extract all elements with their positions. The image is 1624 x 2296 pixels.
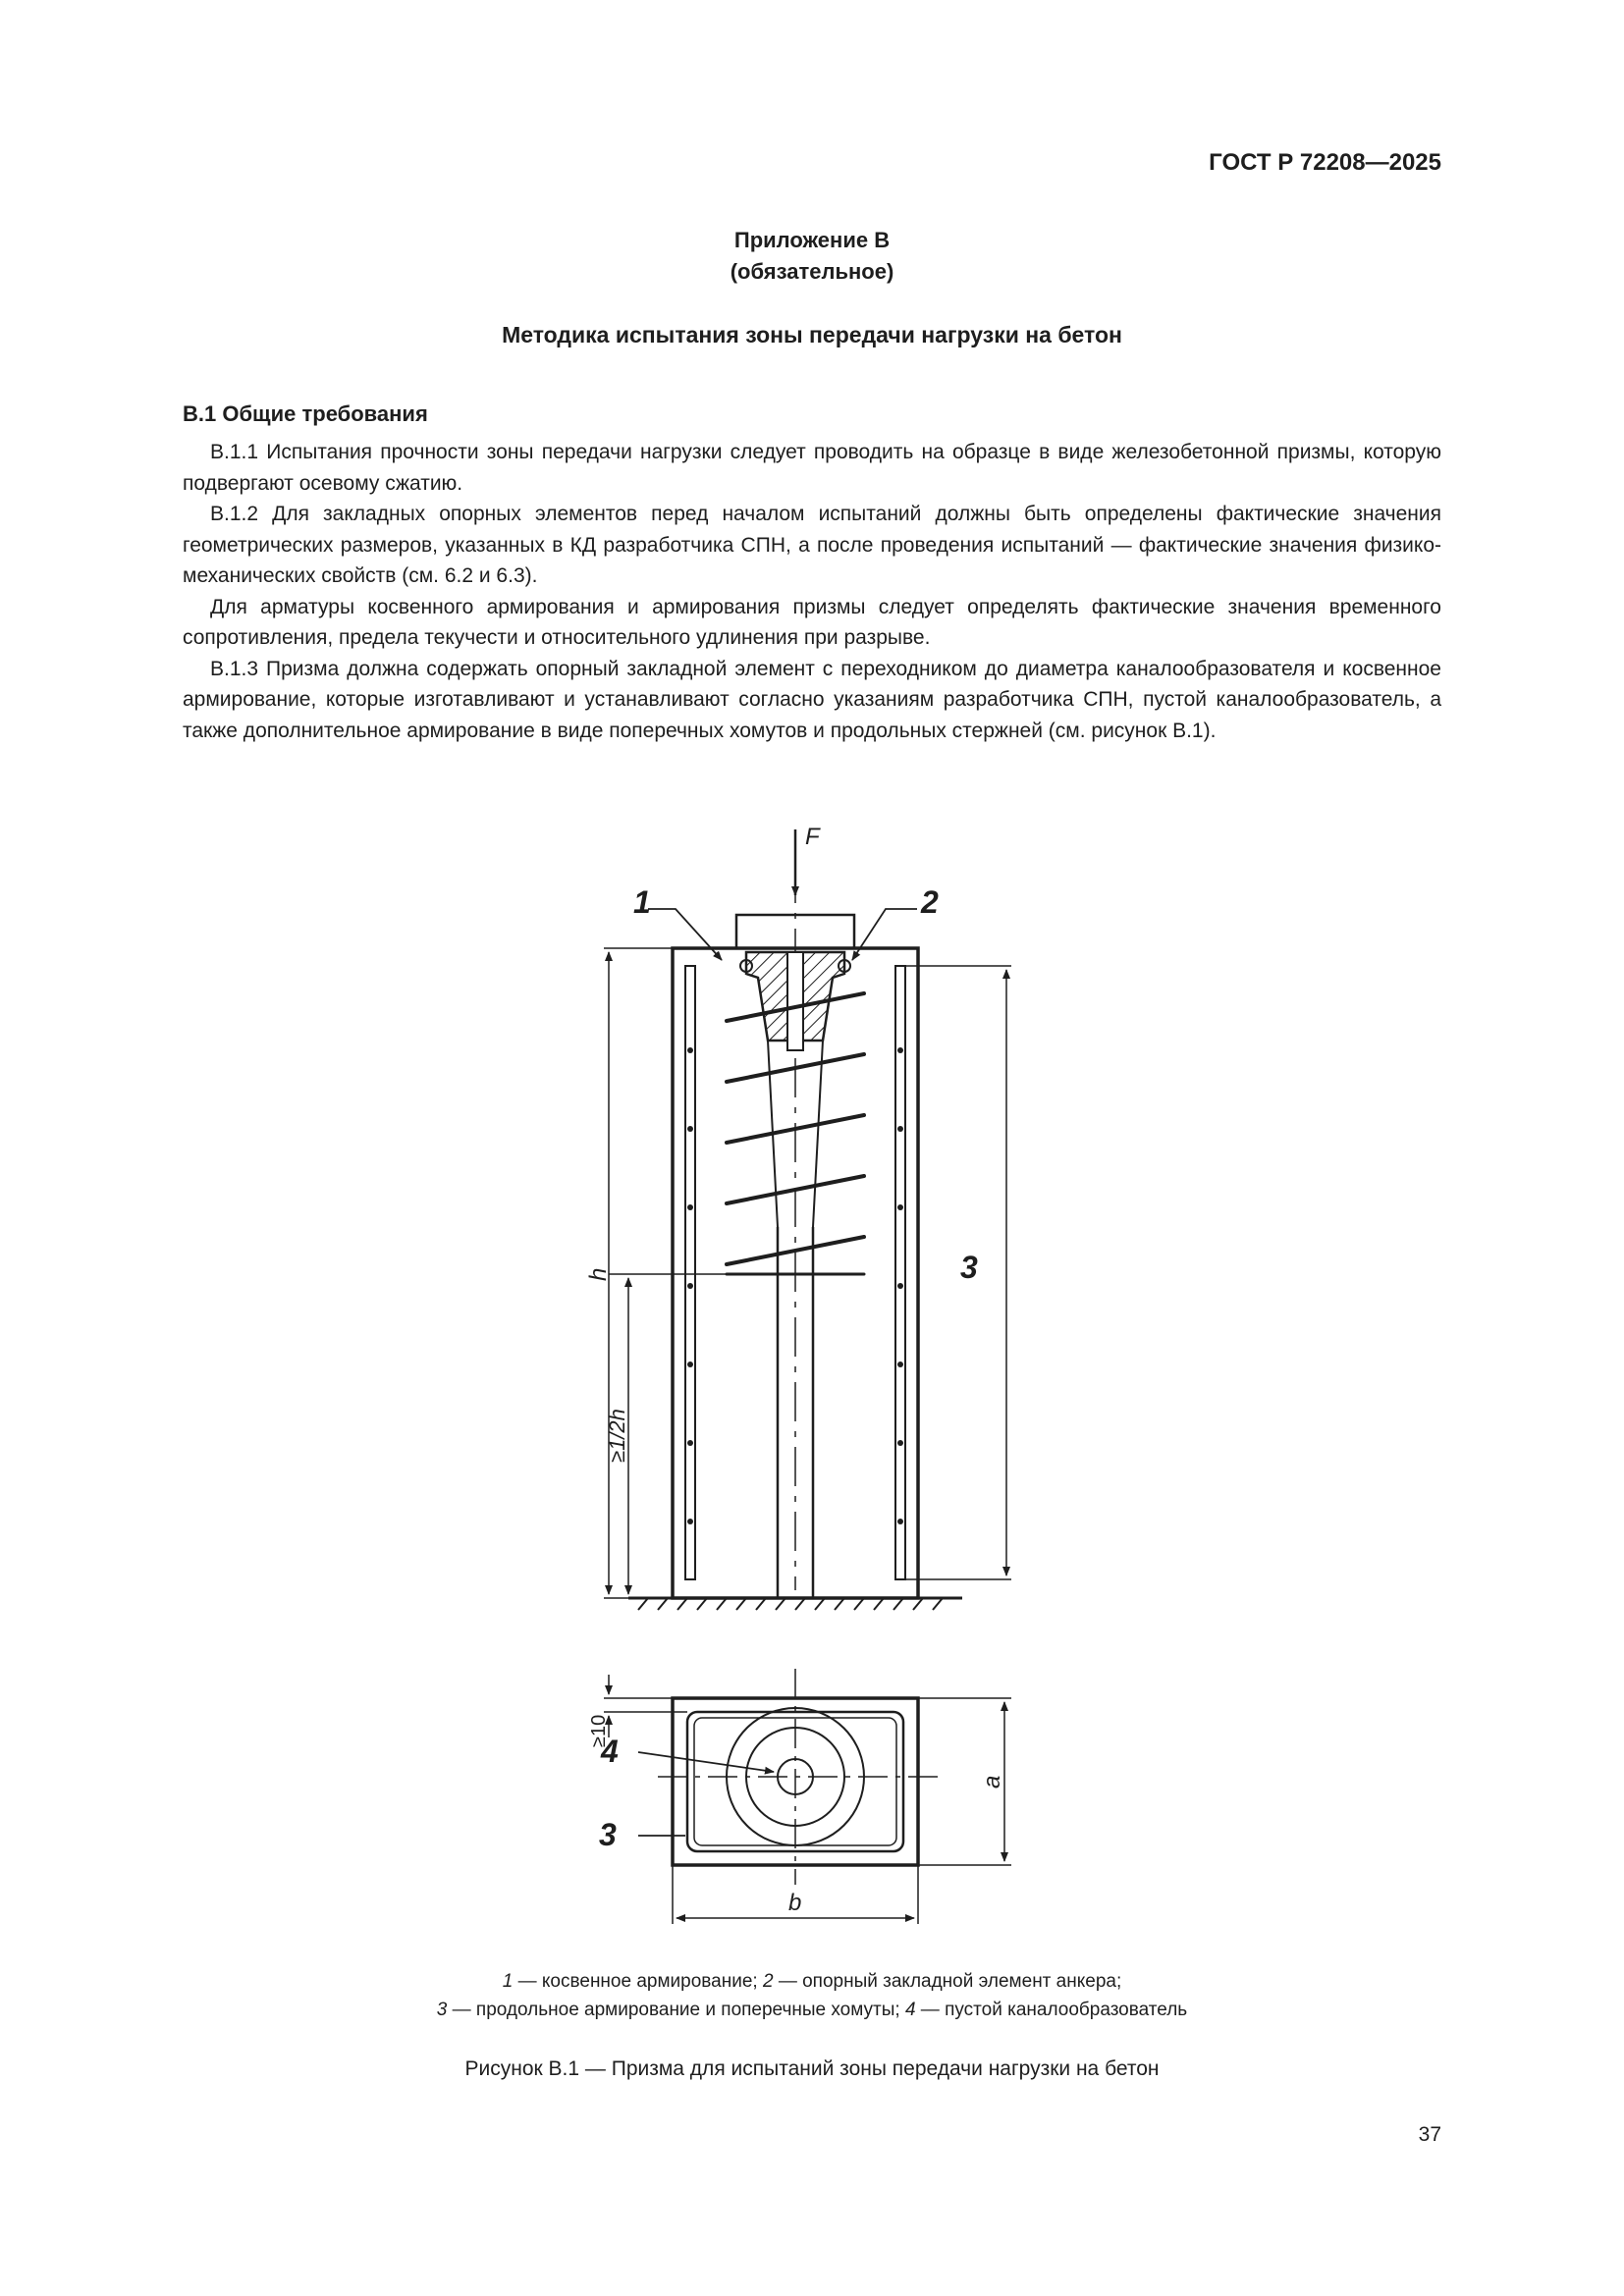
label-item-4: 4 (601, 1734, 619, 1769)
legend-num-3: 3 (436, 2000, 448, 2020)
label-dim-a: a (979, 1775, 1005, 1789)
legend-text-3: — продольное армирование и поперечные хомуты; (447, 2000, 905, 2020)
label-dim-cover: ≥10 (588, 1714, 610, 1747)
document-code: ГОСТ Р 72208—2025 (1209, 149, 1441, 176)
label-dim-half-h: ≥1/2h (605, 1409, 629, 1463)
legend-line-1 (0, 1967, 1624, 1996)
leader-1 (648, 909, 722, 960)
paragraph-b-1-3: В.1.3 Призма должна содержать опорный закладной элемент с переходником до диаметра каналообразователя и косвенное армирование, которые изготавливают и устанавливают согласно указаниям разработчика СПН, пустой каналообразователь, а также дополнительное армирование в виде поперечных хомутов и продольных стержней (см. рисунок В.1). (183, 657, 1441, 742)
legend-num-1: 1 (502, 1971, 514, 1992)
annex-title: Приложение В (733, 228, 891, 252)
section-heading: В.1 Общие требования (183, 401, 428, 426)
label-item-3-plan: 3 (599, 1817, 617, 1852)
figure-prism-drawing (550, 815, 1041, 1944)
body-text (183, 437, 1441, 746)
annex-status: (обязательное) (730, 259, 894, 284)
label-item-3-side: 3 (960, 1250, 978, 1285)
paragraph-reinforcement: Для арматуры косвенного армирования и армирования призмы следует определять фактические значения временного сопротивления, предела текучести и относительного удлинения при разрыве. (183, 595, 1441, 649)
label-item-2: 2 (921, 884, 939, 920)
figure-caption: Рисунок В.1 — Призма для испытаний зоны передачи нагрузки на бетон (464, 2057, 1160, 2080)
label-dim-b: b (788, 1890, 802, 1916)
label-item-1: 1 (633, 884, 651, 920)
legend-num-4: 4 (904, 2000, 916, 2020)
label-force: F (805, 824, 820, 850)
plan-view (604, 1669, 1011, 1924)
legend-num-2: 2 (762, 1971, 774, 1992)
legend-line-2 (0, 1996, 1624, 2024)
paragraph-b-1-1: В.1.1 Испытания прочности зоны передачи нагрузки следует проводить на образце в виде железобетонной призмы, которую подвергают осевому сжатию. (183, 441, 1441, 495)
legend-text-1: — косвенное армирование; (513, 1971, 763, 1992)
page-number: 37 (1418, 2123, 1441, 2146)
figure-legend (0, 1967, 1624, 2024)
legend-text-4: — пустой каналообразователь (915, 2000, 1188, 2020)
paragraph-b-1-2: В.1.2 Для закладных опорных элементов перед началом испытаний должны быть определены фактические значения геометрических размеров, указанных в КД разработчика СПН, а после проведения испытаний — фактические значения физико-механических свойств (см. 6.2 и 6.3). (183, 503, 1441, 587)
label-dim-h: h (585, 1267, 612, 1281)
leader-4 (638, 1752, 774, 1772)
method-title: Методика испытания зоны передачи нагрузки на бетон (502, 322, 1122, 347)
side-elevation (604, 829, 1011, 1610)
leader-2 (852, 909, 917, 960)
legend-text-2: — опорный закладной элемент анкера; (773, 1971, 1122, 1992)
